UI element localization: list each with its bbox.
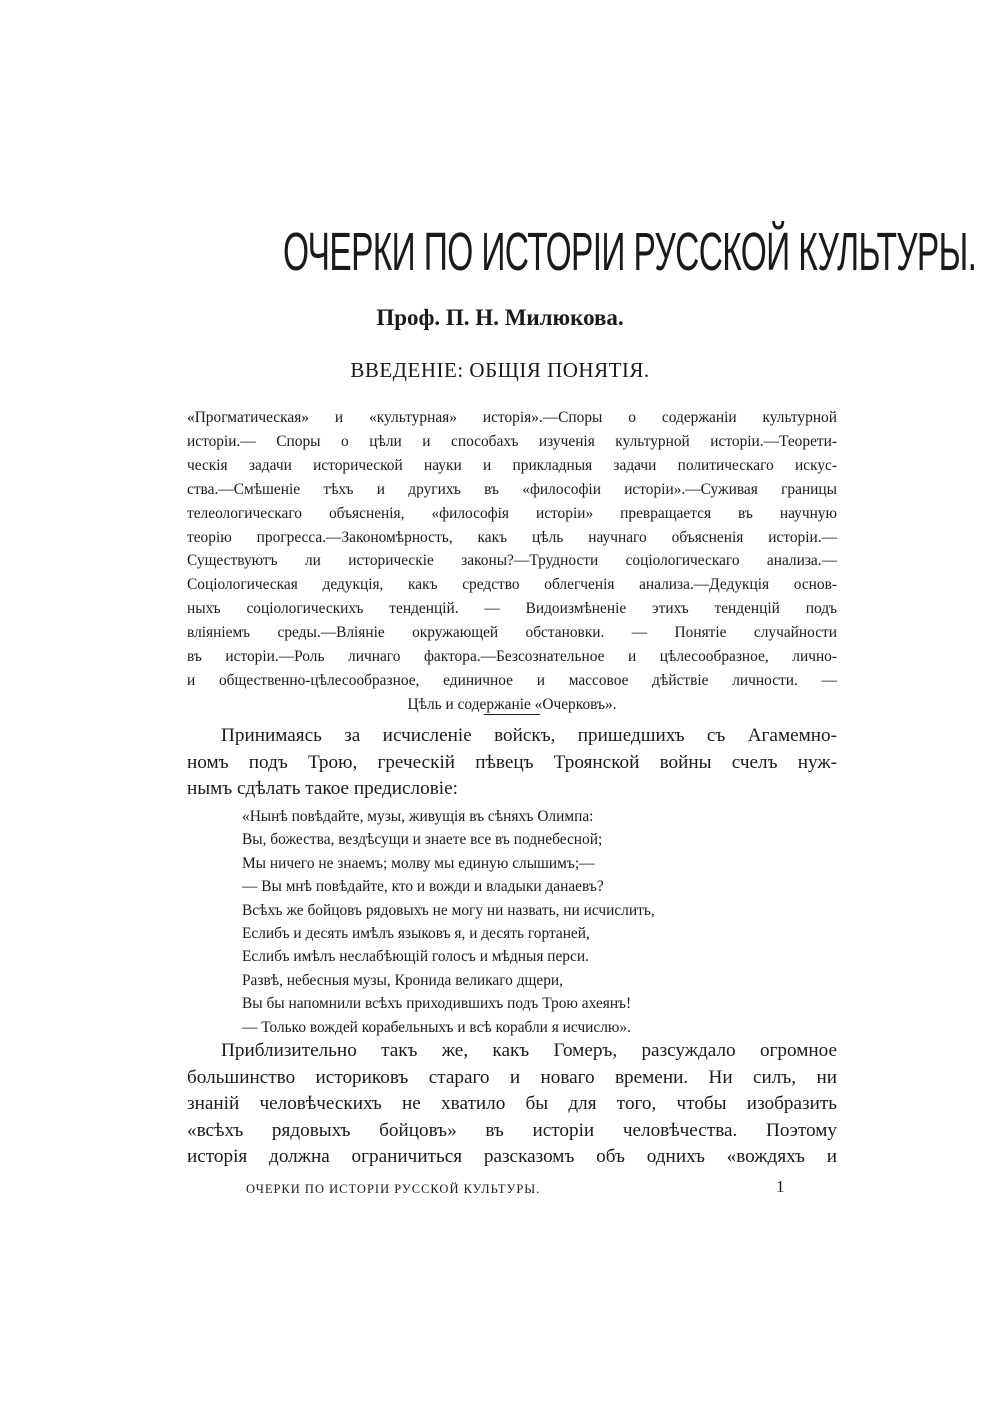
page-number: 1 — [776, 1177, 785, 1196]
paragraph-line: Приблизительно такъ же, какъ Гомеръ, разсуждало огромное — [221, 1040, 837, 1061]
paragraph-line: номъ подъ Трою, греческій пѣвецъ Троянской войны счелъ нуж- — [187, 751, 837, 773]
verse-line: Еслибъ имѣлъ неслабѣющій голосъ и мѣдныя перси. — [242, 948, 589, 966]
verse-line: Еслибъ и десять имѣлъ языковъ я, и десять гортаней, — [242, 925, 590, 943]
body-paragraph-1 — [187, 723, 837, 803]
verse-line: — Вы мнѣ повѣдайте, кто и вожди и владыки данаевъ? — [242, 878, 604, 896]
body-paragraph-2 — [187, 1038, 837, 1171]
verse-line: Вы бы напомнили всѣхъ приходившихъ подъ Трою ахеянъ! — [242, 995, 632, 1013]
summary-line: въ исторіи.—Роль личнаго фактора.—Безсознательное и цѣлесообразное, лично- — [187, 648, 837, 666]
summary-line: телеологическаго объясненія, «философія исторіи» превращается въ научную — [187, 504, 837, 522]
verse-quotation — [242, 805, 842, 1039]
verse-line: — Только вождей корабельныхъ и всѣ корабли я исчислю». — [242, 1018, 631, 1036]
summary-line: исторіи.— Споры о цѣли и способахъ изученія культурной исторіи.—Теорети- — [187, 432, 837, 450]
verse-line: Мы ничего не знаемъ; молву мы единую слышимъ;— — [242, 854, 595, 872]
paragraph-line: исторія должна ограничиться разсказомъ объ однихъ «вождяхъ и — [187, 1146, 837, 1167]
page-title: ОЧЕРКИ ПО ИСТОРІИ РУССКОЙ КУЛЬТУРЫ. — [283, 222, 977, 282]
summary-line: «Прогматическая» и «культурная» исторія».—Споры о содержаніи культурной — [187, 409, 837, 426]
verse-line: Развѣ, небесныя музы, Кронида великаго дщери, — [242, 971, 563, 989]
summary-line: ныхъ соціологическихъ тенденцій. — Видоизмѣненіе этихъ тенденцій подъ — [187, 600, 837, 618]
section-divider — [484, 714, 540, 715]
summary-line: ческія задачи исторической науки и прикладныя задачи политическаго искус- — [187, 456, 837, 474]
running-footer-title: ОЧЕРКИ ПО ИСТОРІИ РУССКОЙ КУЛЬТУРЫ. — [246, 1182, 541, 1196]
paragraph-line: знаній человѣческихъ не хватило бы для того, чтобы изобразить — [187, 1093, 837, 1114]
section-heading: ВВЕДЕНІЕ: ОБЩІЯ ПОНЯТІЯ. — [350, 358, 650, 382]
summary-line: Цѣль и содержаніе «Очерковъ». — [407, 695, 617, 713]
paragraph-line: Принимаясь за исчисленіе войскъ, пришедшихъ съ Агамемно- — [221, 725, 837, 746]
chapter-summary — [187, 406, 837, 717]
verse-line: «Нынѣ повѣдайте, музы, живущія въ сѣняхъ Олимпа: — [242, 808, 594, 825]
summary-line: и общественно-цѣлесообразное, единичное и массовое дѣйствіе личности. — — [187, 671, 837, 689]
paragraph-line: большинство историковъ стараго и новаго времени. Ни силъ, ни — [187, 1066, 837, 1088]
verse-line: Всѣхъ же бойцовъ рядовыхъ не могу ни назвать, ни исчислить, — [242, 901, 655, 919]
paragraph-line: «всѣхъ рядовыхъ бойцовъ» въ исторіи человѣчества. Поэтому — [187, 1119, 837, 1141]
summary-line: вліяніемъ среды.—Вліяніе окружающей обстановки. — Понятіе случайности — [187, 624, 837, 642]
paragraph-line: нымъ сдѣлать такое предисловіе: — [187, 778, 458, 799]
author-line: Проф. П. Н. Милюкова. — [376, 305, 624, 330]
summary-line: теорію прогресса.—Закономѣрность, какъ цѣль научнаго объясненія исторіи.— — [187, 528, 837, 546]
summary-line: Соціологическая дедукція, какъ средство облегченія анализа.—Дедукція основ- — [187, 576, 837, 594]
summary-line: Существуютъ ли историческіе законы?—Трудности соціологическаго анализа.— — [187, 552, 837, 570]
summary-line: ства.—Смѣшеніе тѣхъ и другихъ въ «философіи исторіи».—Суживая границы — [187, 480, 837, 498]
verse-line: Вы, божества, вездѣсущи и знаете все въ поднебесной; — [242, 831, 603, 849]
